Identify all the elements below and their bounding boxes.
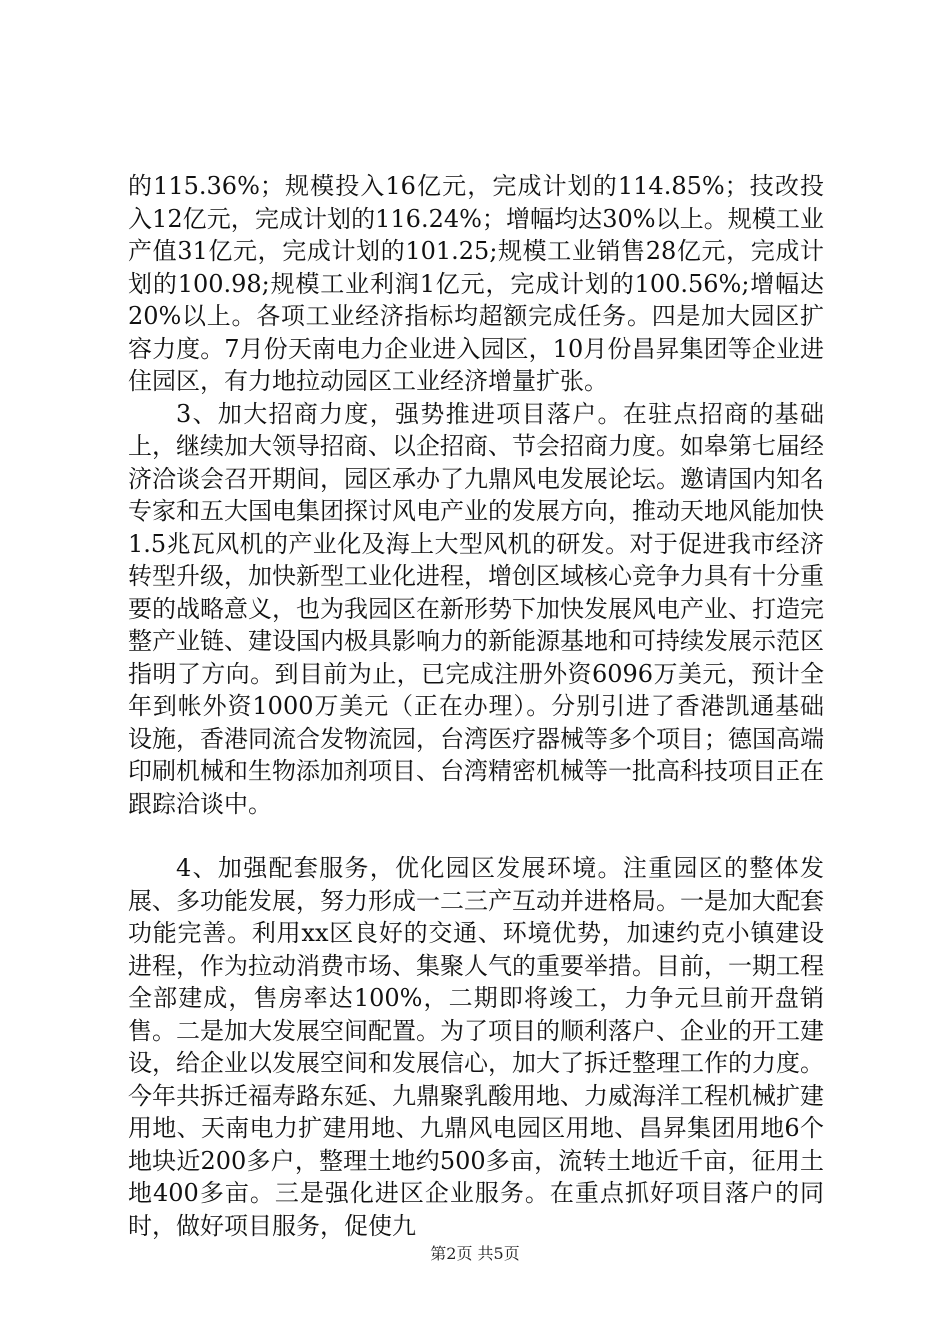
paragraph-continued: 的115.36%；规模投入16亿元，完成计划的114.85%；技改投入12亿元，完成计划的116.24%；增幅均达30%以上。规模工业产值31亿元，完成计划的101.25;规模工业销售28亿元，完成计划的100.98;规模工业利润1亿元，完成计划的100.56%;增幅达20%以上。各项工业经济指标均超额完成任务。四是加大园区扩容力度。7月份天南电力企业进入园区，10月份昌昇集团等企业进住园区，有力地拉动园区工业经济增量扩张。 <box>128 172 824 395</box>
paragraph-supporting-services: 4、加强配套服务，优化园区发展环境。注重园区的整体发展、多功能发展，努力形成一二三产互动并进格局。一是加大配套功能完善。利用xx区良好的交通、环境优势，加速约克小镇建设进程，作为拉动消费市场、集聚人气的重要举措。目前，一期工程全部建成，售房率达100%，二期即将竣工，力争元旦前开盘销售。二是加大发展空间配置。为了项目的顺利落户、企业的开工建设，给企业以发展空间和发展信心，加大了拆迁整理工作的力度。今年共拆迁福寿路东延、九鼎聚乳酸用地、力威海洋工程机械扩建用地、天南电力扩建用地、九鼎风电园区用地、昌昇集团用地6个地块近200多户，整理土地约500多亩，流转土地近千亩，征用土地400多亩。三是强化进区企业服务。在重点抓好项目落户的同时，做好项目服务，促使九 <box>128 854 824 1240</box>
paragraph-investment-promotion: 3、加大招商力度，强势推进项目落户。在驻点招商的基础上，继续加大领导招商、以企招商、节会招商力度。如皋第七届经济洽谈会召开期间，园区承办了九鼎风电发展论坛。邀请国内知名专家和五大国电集团探讨风电产业的发展方向，推动天地风能加快1.5兆瓦风机的产业化及海上大型风机的研发。对于促进我市经济转型升级，加快新型工业化进程，增创区域核心竞争力具有十分重要的战略意义，也为我园区在新形势下加快发展风电产业、打造完整产业链、建设国内极具影响力的新能源基地和可持续发展示范区指明了方向。到目前为止，已完成注册外资6096万美元，预计全年到帐外资1000万美元（正在办理）。分别引进了香港凯通基础设施，香港同流合发物流园，台湾医疗器械等多个项目；德国高端印刷机械和生物添加剂项目、台湾精密机械等一批高科技项目正在跟踪洽谈中。 <box>128 399 824 818</box>
document-body <box>128 170 824 1242</box>
page-number-footer: 第2页 共5页 <box>430 1244 520 1263</box>
paragraph-spacer <box>128 820 824 852</box>
